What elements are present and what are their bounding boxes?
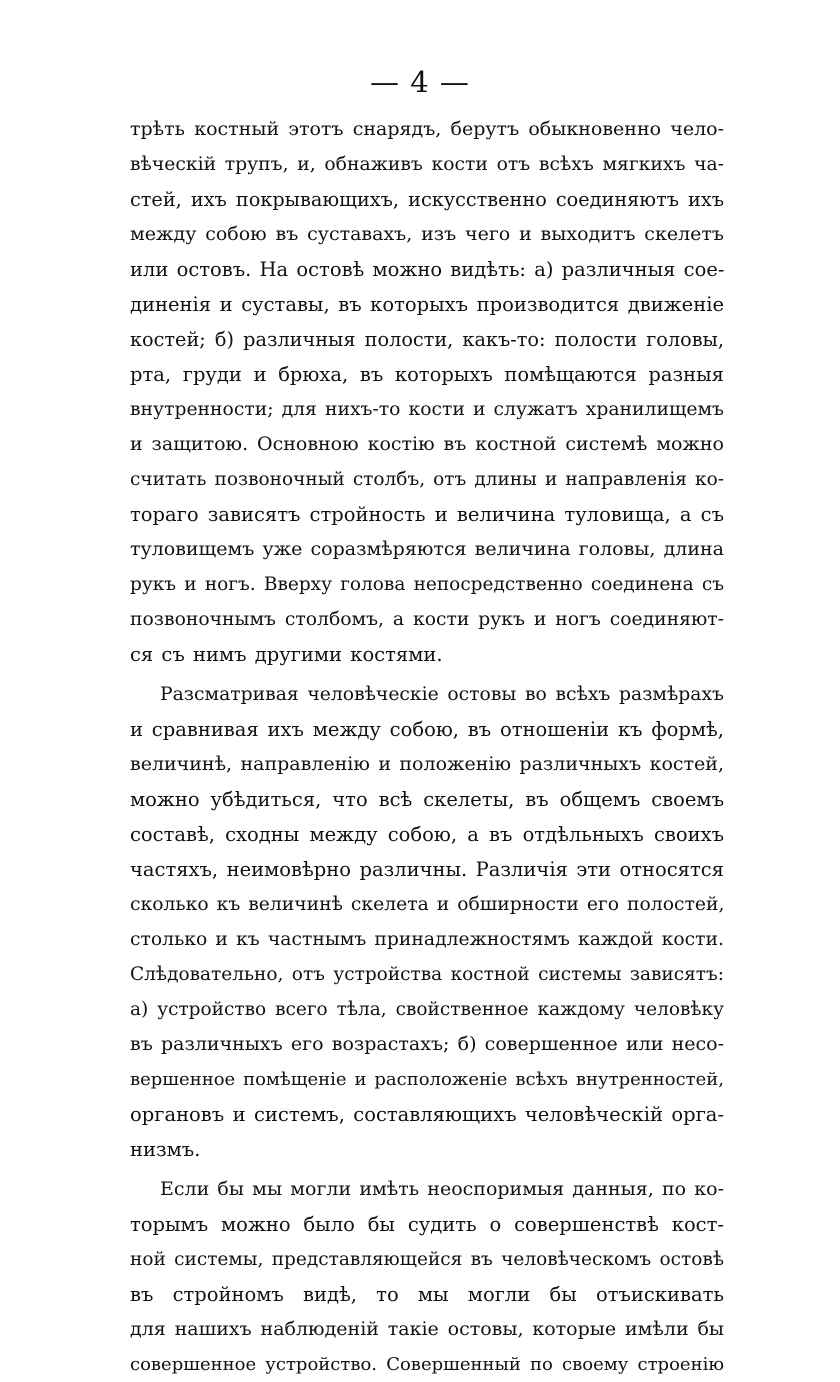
paragraph (130, 112, 724, 672)
text-line: позвоночнымъ столбомъ, а кости рукъ и ногъ соединяют- (130, 609, 724, 630)
page-number: — 4 — (370, 65, 470, 99)
text-line: вершенное помѣщеніе и расположеніе всѣхъ внутренностей, (130, 1069, 724, 1090)
text-line: вѣческій трупъ, и, обнаживъ кости отъ всѣхъ мягкихъ ча- (130, 154, 724, 175)
text-line: можно убѣдиться, что всѣ скелеты, въ общемъ своемъ (130, 788, 724, 811)
text-line: столько и къ частнымъ принадлежностямъ каждой кости. (130, 929, 724, 950)
text-line: торымъ можно было бы судить о совершенствѣ кост- (130, 1213, 724, 1236)
text-line: туловищемъ уже соразмѣряются величина головы, длина (130, 538, 724, 560)
text-line: трѣть костный этотъ снарядъ, берутъ обыкновенно чело- (130, 118, 724, 140)
text-line: органовъ и системъ, составляющихъ человѣческій орга- (130, 1103, 724, 1126)
text-line: а) устройство всего тѣла, свойственное каждому человѣку (130, 999, 724, 1020)
text-line: составѣ, сходны между собою, а въ отдѣльныхъ своихъ (130, 823, 724, 846)
text-line: величинѣ, направленію и положенію различныхъ костей, (130, 753, 724, 775)
text-line: и сравнивая ихъ между собою, въ отношеніи къ формѣ, (130, 718, 724, 741)
text-line: стей, ихъ покрывающихъ, искусственно соединяютъ ихъ (130, 188, 724, 211)
text-line: внутренности; для нихъ-то кости и служатъ хранилищемъ (130, 399, 724, 420)
text-line: считать позвоночный столбъ, отъ длины и направленія ко- (130, 469, 724, 490)
text-line: костей; б) различныя полости, какъ-то: полости головы, (130, 328, 724, 351)
text-line: для нашихъ наблюденій такіе остовы, которые имѣли бы (130, 1318, 724, 1340)
text-line: Если бы мы могли имѣть неоспоримыя данныя, по ко- (160, 1178, 724, 1200)
text-line: низмъ. (130, 1138, 201, 1161)
text-line: и защитою. Основною костію въ костной системѣ можно (130, 433, 724, 455)
text-line: Разсматривая человѣческіе остовы во всѣхъ размѣрахъ (160, 684, 724, 705)
body-text (130, 112, 724, 1382)
paragraph (130, 677, 724, 1167)
text-line: совершенное устройство. Совершенный по своему строенію (130, 1354, 724, 1375)
text-line: тораго зависятъ стройность и величина туловища, а съ (130, 503, 724, 526)
text-line: рта, груди и брюха, въ которыхъ помѣщаются разныя (130, 363, 724, 386)
text-line: сколько къ величинѣ скелета и обширности его полостей, (130, 894, 725, 915)
text-line: Слѣдовательно, отъ устройства костной системы зависятъ: (130, 964, 724, 985)
text-line: ся съ нимъ другими костями. (130, 643, 443, 666)
text-line: диненія и суставы, въ которыхъ производится движеніе (130, 293, 724, 316)
text-line: или остовъ. На остовѣ можно видѣть: а) различныя сое- (130, 258, 725, 281)
text-line: въ стройномъ видѣ, то мы могли бы отъискивать (130, 1283, 724, 1306)
text-line: въ различныхъ его возрастахъ; б) совершенное или несо- (130, 1033, 724, 1055)
paragraph (130, 1172, 724, 1382)
text-line: рукъ и ногъ. Вверху голова непосредственно соединена съ (130, 574, 724, 595)
text-line: частяхъ, неимовѣрно различны. Различія эти относятся (130, 858, 724, 881)
text-line: между собою въ суставахъ, изъ чего и выходитъ скелетъ (130, 223, 724, 245)
text-line: ной системы, представляющейся въ человѣческомъ остовѣ (130, 1249, 724, 1270)
